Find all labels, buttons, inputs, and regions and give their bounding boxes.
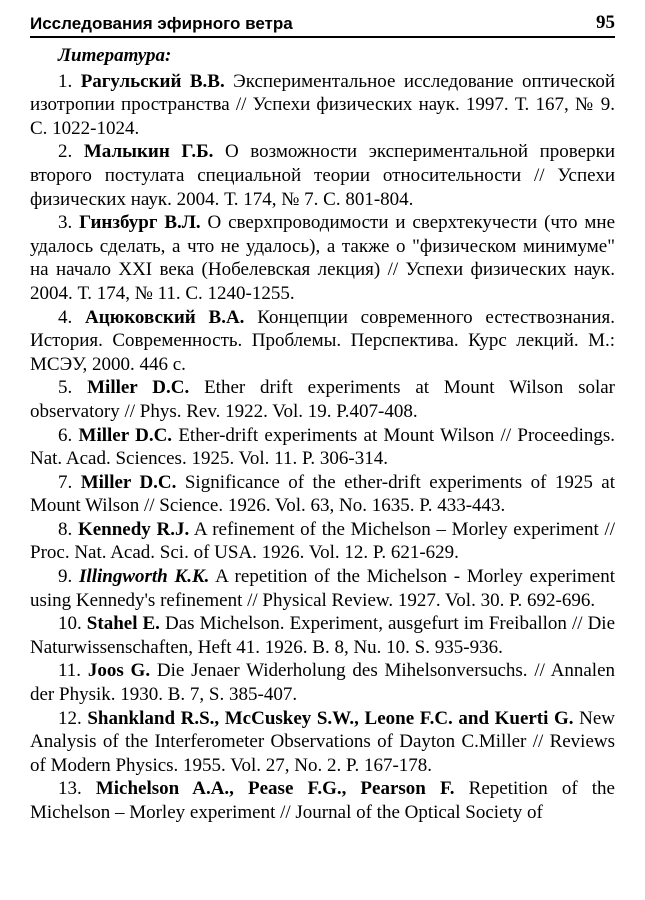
reference-text: Repetition of the Michelson – Morley experiment // Journal of the Optical Society of xyxy=(30,778,615,823)
reference-list xyxy=(30,70,615,825)
reference-author: Joos G. xyxy=(87,660,151,682)
reference-number: 4. xyxy=(58,306,86,328)
reference-number: 1. xyxy=(58,70,81,92)
reference-item xyxy=(30,471,615,518)
reference-number: 11. xyxy=(58,660,88,682)
reference-item xyxy=(30,518,615,565)
reference-author: Shankland R.S., McCuskey S.W., Leone F.C. and Kuerti G. xyxy=(87,707,574,729)
reference-author: Малыкин Г.Б. xyxy=(83,141,214,163)
reference-author: Miller D.C. xyxy=(87,377,190,399)
reference-number: 10. xyxy=(58,613,87,635)
reference-author: Illingworth K.K. xyxy=(79,566,210,588)
reference-text: Significance of the ether-drift experiments of 1925 at Mount Wilson // Science. 1926. Vol. 63, No. 1635. P. 433-443. xyxy=(30,471,616,517)
reference-author: Michelson A.A., Pease F.G., Pearson F. xyxy=(95,778,455,800)
reference-author: Stahel E. xyxy=(86,613,160,635)
reference-text: Das Michelson. Experiment, ausgefurt im Freiballon // Die Naturwissenschaften, Heft 41. 1926. B. 8, Nu. 10. S. 935-936. xyxy=(30,613,616,658)
reference-item xyxy=(30,70,615,141)
reference-author: Kennedy R.J. xyxy=(77,518,190,540)
reference-text: Ether drift experiments at Mount Wilson solar observatory // Phys. Rev. 1922. Vol. 19. P.407-408. xyxy=(30,377,616,422)
reference-item xyxy=(30,612,615,659)
reference-number: 7. xyxy=(58,471,81,493)
reference-item xyxy=(30,306,615,377)
reference-item xyxy=(30,140,615,211)
reference-number: 5. xyxy=(58,377,88,399)
reference-item xyxy=(30,565,615,612)
reference-text: A refinement of the Michelson – Morley experiment // Proc. Nat. Acad. Sci. of USA. 1926. Vol. 12. P. 621-629. xyxy=(30,518,615,564)
reference-item xyxy=(30,424,615,471)
reference-author: Ацюковский В.А. xyxy=(85,306,245,328)
reference-item xyxy=(30,376,615,423)
reference-text: A repetition of the Michelson - Morley experiment using Kennedy's refinement // Physical Review. 1927. Vol. 30. P. 692-696. xyxy=(30,566,616,611)
running-header xyxy=(30,8,615,38)
page-number: 95 xyxy=(596,12,615,33)
reference-text: New Analysis of the Interferometer Observations of Dayton C.Miller // Reviews of Modern Physics. 1955. Vol. 27, No. 2. P. 167-178. xyxy=(30,707,616,776)
reference-text: Концепции современного естествознания. История. Современность. Проблемы. Перспектива. Курс лекций. М.: МСЭУ, 2000. 446 с. xyxy=(30,306,615,375)
reference-item xyxy=(30,211,615,305)
reference-author: Miller D.C. xyxy=(78,424,173,446)
reference-author: Рагульский В.В. xyxy=(80,70,225,92)
reference-number: 3. xyxy=(58,212,80,234)
reference-number: 6. xyxy=(58,424,79,446)
reference-item xyxy=(30,707,615,778)
reference-text: Ether-drift experiments at Mount Wilson // Proceedings. Nat. Acad. Sciences. 1925. Vol. 11. P. 306-314. xyxy=(30,424,615,470)
reference-text: О сверхпроводимости и сверхтекучести (что мне удалось сделать, а что не удалось), а также о "физическом минимуме" на начало XXI века (Нобелевская лекция) // Успехи физических наук. 2004. Т. 174, № 11. С. 1240-1255. xyxy=(30,212,615,304)
reference-author: Miller D.C. xyxy=(80,471,177,493)
section-title: Литература: xyxy=(58,45,172,66)
reference-text: Экспериментальное исследование оптической изотропии пространства // Успехи физических наук. 1997. Т. 167, № 9. С. 1022-1024. xyxy=(30,70,616,139)
reference-author: Гинзбург В.Л. xyxy=(79,212,201,234)
reference-number: 9. xyxy=(58,566,80,588)
reference-number: 12. xyxy=(58,707,88,729)
header-title: Исследования эфирного ветра xyxy=(30,14,293,33)
reference-number: 13. xyxy=(58,778,96,800)
reference-text: Die Jenaer Widerholung des Mihelsonversuchs. // Annalen der Physik. 1930. B. 7, S. 385-407. xyxy=(30,660,615,706)
reference-item xyxy=(30,659,615,706)
references-section xyxy=(30,44,615,825)
reference-number: 2. xyxy=(58,141,84,163)
reference-item xyxy=(30,777,615,824)
reference-text: О возможности экспериментальной проверки второго постулата специальной теории относительности // Успехи физических наук. 2004. Т. 174, № 7. С. 801-804. xyxy=(30,141,615,210)
reference-number: 8. xyxy=(58,518,78,540)
